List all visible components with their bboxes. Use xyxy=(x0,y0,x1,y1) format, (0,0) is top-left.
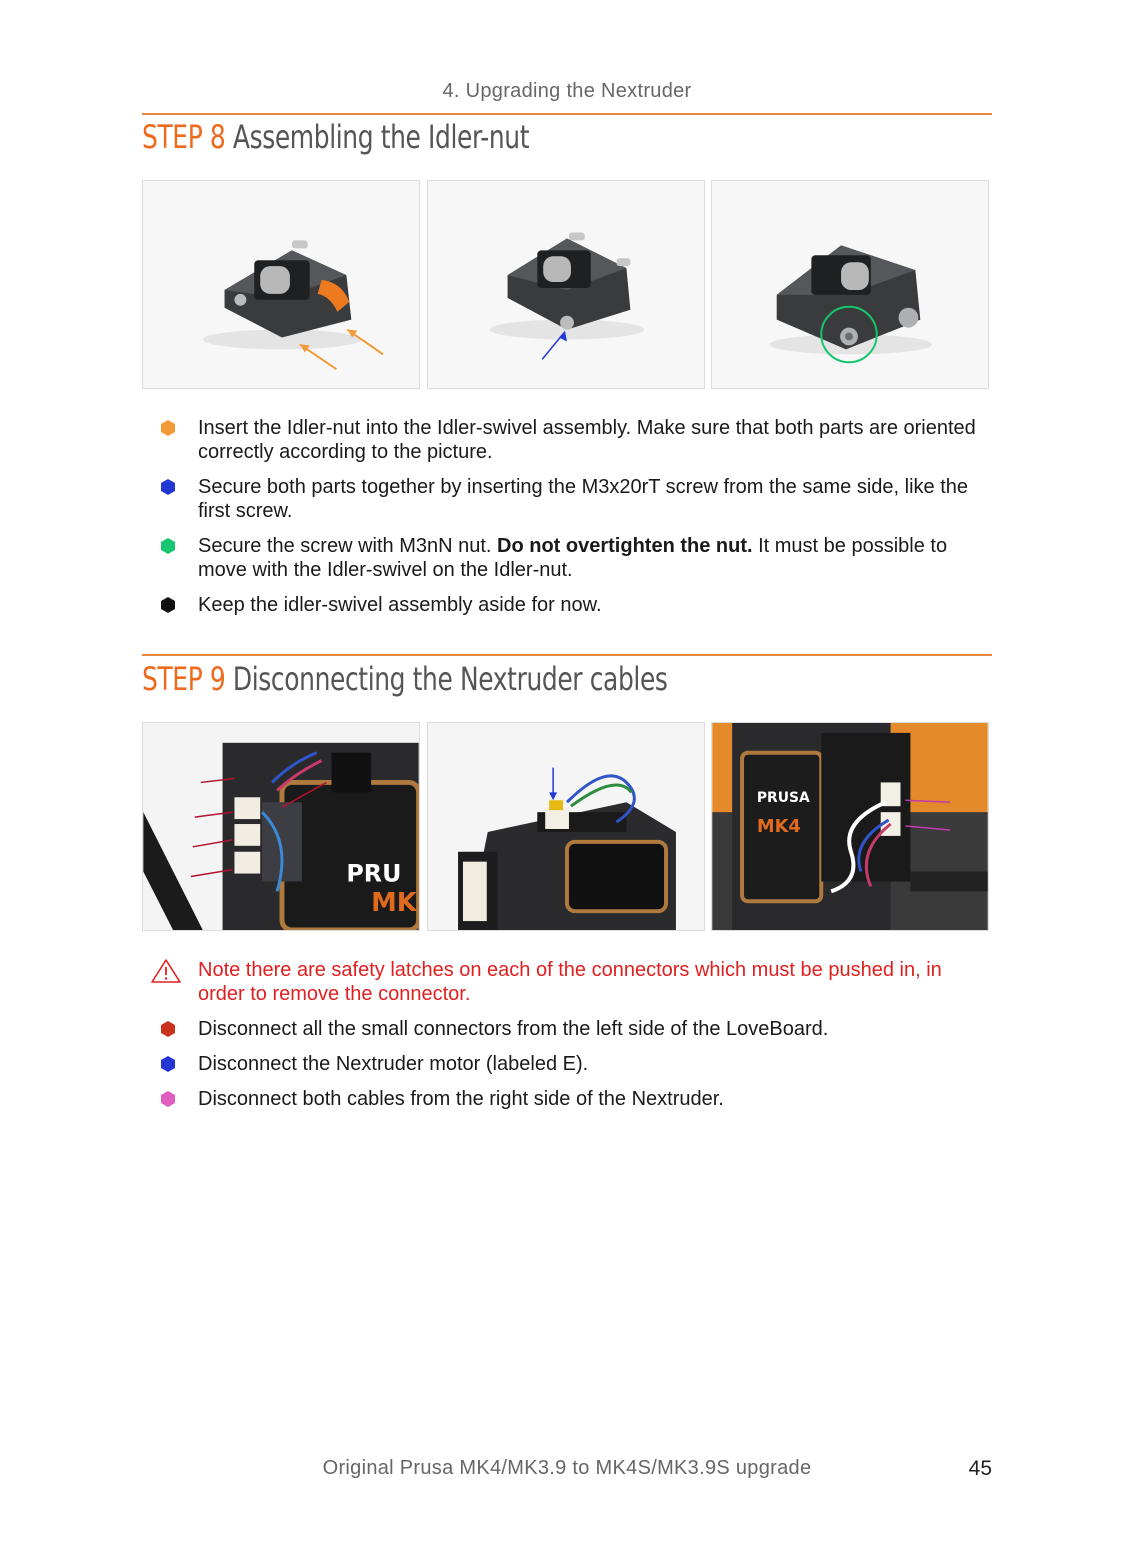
step9-title xyxy=(142,660,668,698)
step8-bullet-green: Secure the screw with M3nN nut. Do not overtighten the nut. It must be possible to move with the Idler-swivel on the Idler-nut. xyxy=(150,534,992,582)
pink-hexagon-icon xyxy=(160,1091,176,1107)
red-hexagon-icon xyxy=(160,1021,176,1037)
svg-text:MK4: MK4 xyxy=(756,815,801,837)
nextruder-motor-connector-photo xyxy=(427,722,705,931)
page-number: 45 xyxy=(968,1457,992,1480)
overtighten-warning: Do not overtighten the nut. xyxy=(497,535,753,557)
black-hexagon-icon xyxy=(160,597,176,613)
step9-divider xyxy=(142,654,992,656)
step9-number: STEP 9 xyxy=(142,660,226,698)
right-side-cables-photo xyxy=(711,722,989,931)
step9-instructions xyxy=(150,958,992,1122)
nut-secured-photo xyxy=(711,180,989,389)
step8-bullet-orange: Insert the Idler-nut into the Idler-swivel assembly. Make sure that both parts are oriented correctly according to the picture. xyxy=(150,416,992,464)
step9-bullet-pink: Disconnect both cables from the right side of the Nextruder. xyxy=(150,1087,992,1111)
header-divider xyxy=(142,113,992,115)
idler-nut-insert-photo xyxy=(142,180,420,389)
green-hexagon-icon xyxy=(160,538,176,554)
step9-bullet-red: Disconnect all the small connectors from the left side of the LoveBoard. xyxy=(150,1017,992,1041)
blue-hexagon-icon xyxy=(160,1056,176,1072)
step9-bullet-blue: Disconnect the Nextruder motor (labeled E). xyxy=(150,1052,992,1076)
svg-text:MK: MK xyxy=(371,888,417,919)
step8-title xyxy=(142,118,529,156)
step8-bullet-black: Keep the idler-swivel assembly aside for now. xyxy=(150,593,992,617)
step8-instructions xyxy=(150,416,992,628)
screw-insert-photo xyxy=(427,180,705,389)
step9-heading: Disconnecting the Nextruder cables xyxy=(232,660,668,698)
step9-warning: Note there are safety latches on each of the connectors which must be pushed in, in order to remove the connector. xyxy=(150,958,992,1006)
orange-hexagon-icon xyxy=(160,420,176,436)
footer-title: Original Prusa MK4/MK3.9 to MK4S/MK3.9S upgrade xyxy=(322,1457,812,1479)
svg-text:PRUSA: PRUSA xyxy=(756,790,810,807)
chapter-header: 4. Upgrading the Nextruder xyxy=(442,80,692,102)
warning-triangle-icon xyxy=(150,958,182,984)
step8-heading: Assembling the Idler-nut xyxy=(232,118,530,156)
step8-bullet-blue: Secure both parts together by inserting the M3x20rT screw from the same side, like the first screw. xyxy=(150,475,992,523)
step8-number: STEP 8 xyxy=(142,118,226,156)
blue-hexagon-icon xyxy=(160,479,176,495)
loveboard-left-connectors-photo xyxy=(142,722,420,931)
svg-text:PRU: PRU xyxy=(346,859,402,888)
